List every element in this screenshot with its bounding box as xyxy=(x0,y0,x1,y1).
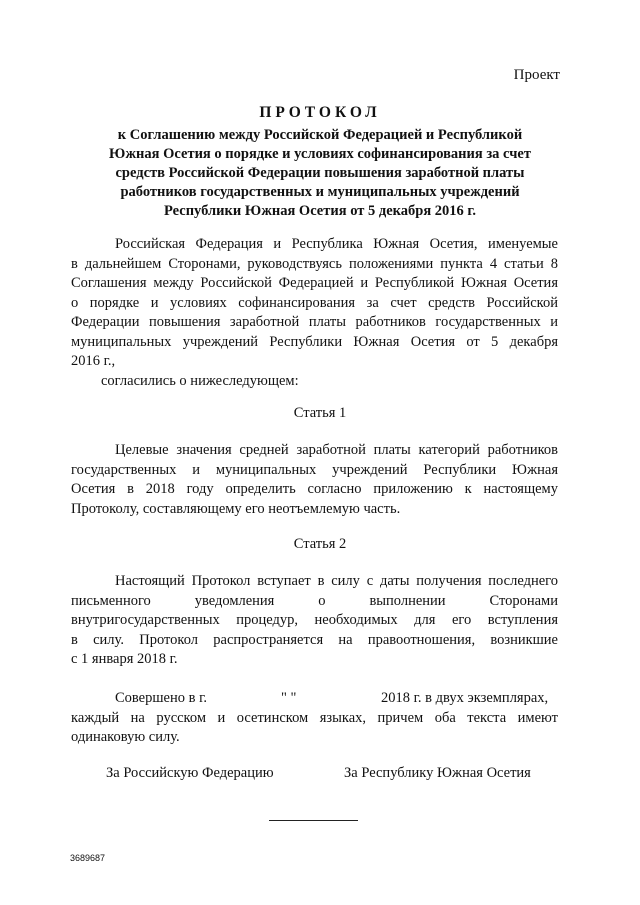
signed-first-line xyxy=(71,689,558,709)
paragraph-line: в дальнейшем Сторонами, руководствуясь положениями пункта 4 статьи 8 xyxy=(71,255,558,272)
paragraph-line: Настоящий Протокол вступает в силу с даты получения последнего xyxy=(115,573,558,589)
paragraph-line: одинаковую силу. xyxy=(71,729,180,745)
subtitle-line: Республики Южная Осетия от 5 декабря 2016 г. xyxy=(163,203,477,219)
paragraph-line: муниципальных учреждений Республики Южная Осетия от 5 декабря xyxy=(71,333,558,350)
paragraph-line: Федерации повышения заработной платы работников государственных и xyxy=(71,314,558,330)
paragraph-line: внутригосударственных процедур, необходимых для его вступления xyxy=(71,612,558,628)
divider-line xyxy=(269,820,358,821)
document-subtitle xyxy=(80,126,560,221)
document-title: ПРОТОКОЛ xyxy=(259,104,381,121)
subtitle-line: к Соглашению между Российской Федерацией и Республикой xyxy=(117,127,523,143)
article-1-paragraph xyxy=(71,441,558,519)
signed-place: Совершено в г. xyxy=(115,690,208,706)
article-1-heading: Статья 1 xyxy=(293,405,347,421)
article-2-paragraph xyxy=(71,572,558,670)
document-number: 3689687 xyxy=(70,853,106,863)
paragraph-line: в силу. Протокол распространяется на правоотношения, возникшие xyxy=(71,631,558,648)
paragraph-line: Российская Федерация и Республика Южная Осетия, именуемые xyxy=(115,236,558,252)
paragraph-line: каждый на русском и осетинском языках, причем оба текста имеют xyxy=(71,709,558,726)
paragraph-line: письменного уведомления о выполнении Сторонами xyxy=(71,592,558,609)
signature-russia: За Российскую Федерацию xyxy=(106,765,274,781)
article-2-heading: Статья 2 xyxy=(293,536,347,552)
paragraph-line: Протоколу, составляющему его неотъемлемую часть. xyxy=(71,500,401,517)
subtitle-line: средств Российской Федерации повышения заработной платы xyxy=(115,165,525,181)
agreed-line: согласились о нижеследующем: xyxy=(101,372,299,389)
preamble-paragraph xyxy=(71,235,558,391)
paragraph-line: Соглашения между Российской Федерацией и Республикой Южная Осетия xyxy=(71,275,558,291)
paragraph-line: 2016 г., xyxy=(71,353,116,369)
subtitle-line: работников государственных и муниципальных учреждений xyxy=(120,184,520,200)
draft-label: Проект xyxy=(513,67,560,83)
paragraph-line: о порядке и условиях софинансирования за счет средств Российской xyxy=(71,294,558,311)
signed-date-quotes: " " xyxy=(281,690,297,706)
subtitle-line: Южная Осетия о порядке и условиях софинансирования за счет xyxy=(109,146,531,162)
paragraph-line: Целевые значения средней заработной платы категорий работников xyxy=(115,442,558,458)
paragraph-line: с 1 января 2018 г. xyxy=(71,651,178,667)
signed-year-copies: 2018 г. в двух экземплярах, xyxy=(381,690,549,706)
signed-paragraph xyxy=(71,689,558,748)
paragraph-line: государственных и муниципальных учреждений Республики Южная xyxy=(71,461,558,478)
paragraph-line: Осетия в 2018 году определить согласно приложению к настоящему xyxy=(71,481,558,497)
signature-south-ossetia: За Республику Южная Осетия xyxy=(344,765,531,781)
